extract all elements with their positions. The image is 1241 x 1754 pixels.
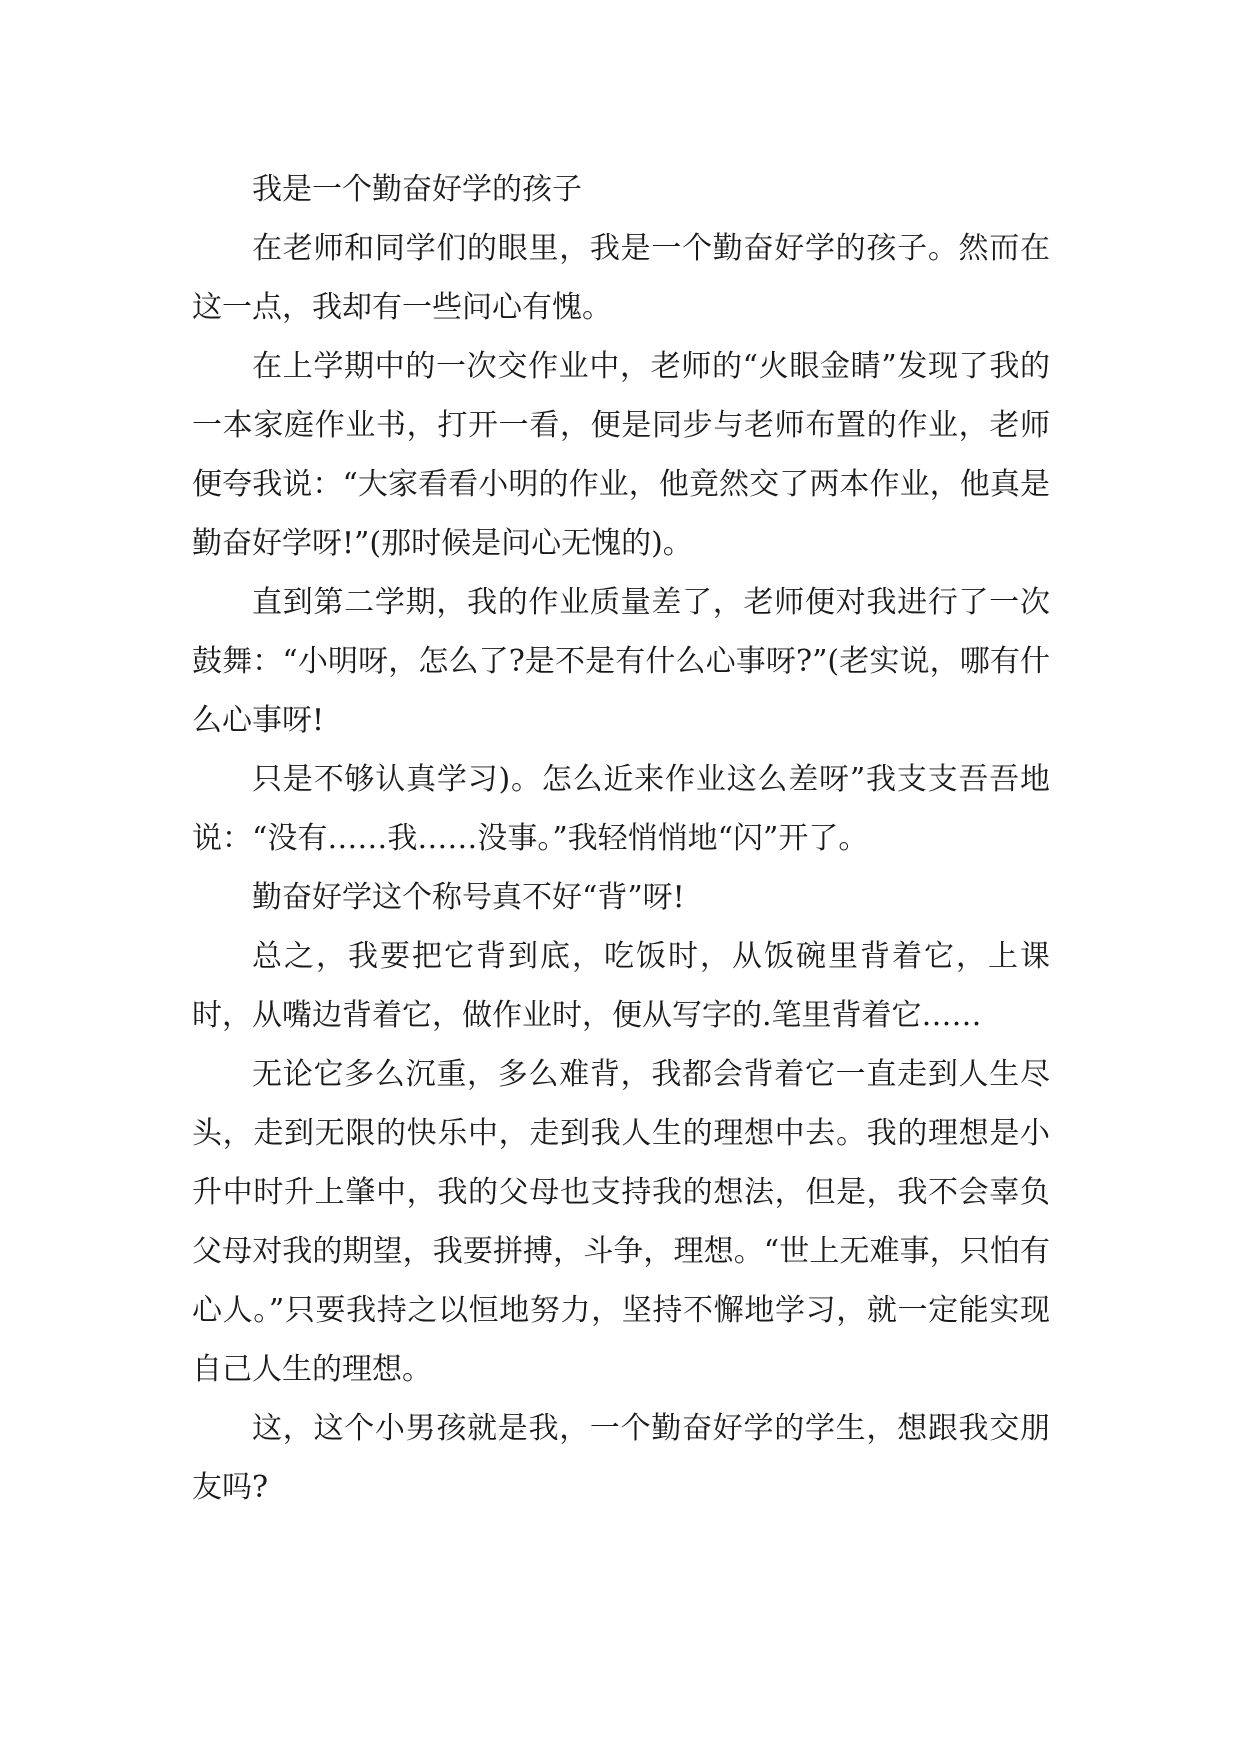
paragraph: 勤奋好学这个称号真不好“背”呀! <box>252 880 685 915</box>
paragraph: 直到第二学期，我的作业质量差了，老师便对我进行了一次鼓舞：“小明呀，怎么了?是不是有什么心事呀?”(老实说，哪有什么心事呀! <box>192 585 1050 738</box>
paragraph: 在老师和同学们的眼里，我是一个勤奋好学的孩子。然而在这一点，我却有一些问心有愧。 <box>192 231 1050 325</box>
paragraph: 总之，我要把它背到底，吃饭时，从饭碗里背着它，上课时，从嘴边背着它，做作业时，便从写字的.笔里背着它…… <box>192 939 1050 1033</box>
paragraph: 在上学期中的一次交作业中，老师的“火眼金睛”发现了我的一本家庭作业书，打开一看，便是同步与老师布置的作业，老师便夸我说：“大家看看小明的作业，他竟然交了两本作业，他真是勤奋好学呀!”(那时候是问心无愧的)。 <box>192 349 1050 561</box>
paragraph: 只是不够认真学习)。怎么近来作业这么差呀”我支支吾吾地说：“没有……我……没事。”我轻悄悄地“闪”开了。 <box>192 762 1050 856</box>
paragraph: 无论它多么沉重，多么难背，我都会背着它一直走到人生尽头，走到无限的快乐中，走到我人生的理想中去。我的理想是小升中时升上肇中，我的父母也支持我的想法，但是，我不会辜负父母对我的期望，我要拼搏，斗争，理想。“世上无难事，只怕有心人。”只要我持之以恒地努力，坚持不懈地学习，就一定能实现自己人生的理想。 <box>192 1057 1050 1387</box>
document-body <box>192 160 1050 1517</box>
document-title: 我是一个勤奋好学的孩子 <box>252 172 582 207</box>
paragraph: 这，这个小男孩就是我，一个勤奋好学的学生，想跟我交朋友吗? <box>192 1411 1050 1505</box>
